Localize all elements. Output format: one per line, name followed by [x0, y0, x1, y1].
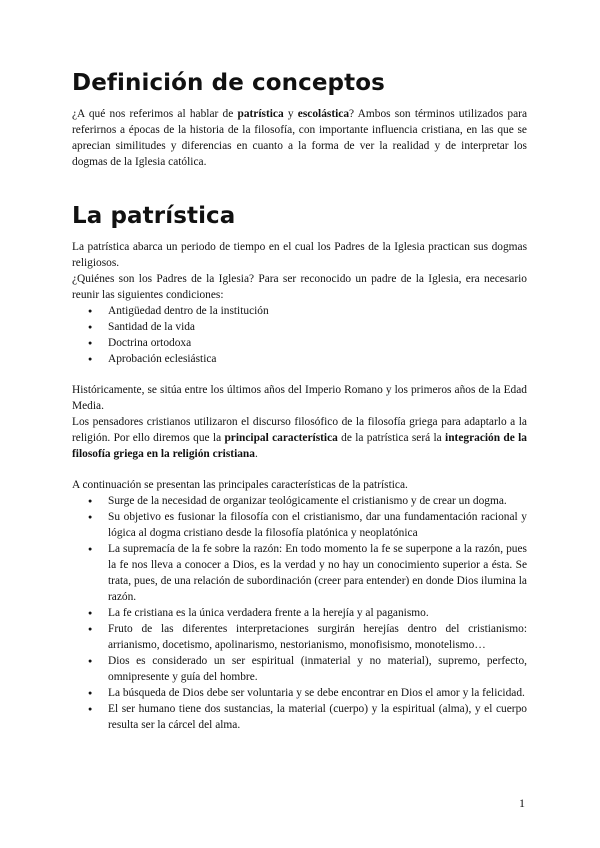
- term-patristica: patrística: [237, 108, 284, 120]
- patristica-body: [72, 239, 527, 367]
- bold-term: principal característica: [224, 432, 338, 444]
- characteristics-list: [72, 493, 527, 733]
- list-item: ● Santidad de la vida: [72, 319, 527, 335]
- list-item: ● La búsqueda de Dios debe ser voluntaria y se debe encontrar en Dios el amor y la felicidad.: [72, 685, 527, 701]
- intro-text: ? Ambos son términos utilizados para referirnos a épocas de la historia de la filosofía, con importante influencia cristiana, en las que se aprecian similitudes y diferencias en cuanto a la forma de ver la realidad y de interpretar los dogmas de la Iglesia católica.: [72, 108, 528, 168]
- list-item: ● Dios es considerado un ser espiritual (inmaterial y no material), supremo, perfecto, omnipresente y guía del hombre.: [72, 653, 527, 685]
- intro-text: y: [283, 108, 298, 120]
- paragraph-text: de la patrística será la: [337, 432, 446, 444]
- intro-paragraph: [72, 106, 527, 170]
- list-item: ● Fruto de las diferentes interpretaciones surgirán herejías dentro del cristianismo: arrianismo, docetismo, apolinarismo, nestorianismo, monofisismo, monotelismo…: [72, 621, 527, 653]
- list-item: ● La supremacía de la fe sobre la razón: En todo momento la fe se superpone a la razón, pues la fe nos lleva a conocer a Dios, es la verdad y no hay un conocimiento superior a ésta. Se trata, pues, de una relación de subordinación (creer para entender) en donde Dios ilumina la razón.: [72, 541, 527, 605]
- paragraph: ¿Quiénes son los Padres de la Iglesia? Para ser reconocido un padre de la Iglesia, era necesario reunir las siguientes condiciones:: [72, 273, 527, 301]
- term-escolastica: escolástica: [297, 108, 350, 120]
- list-item: ● La fe cristiana es la única verdadera frente a la herejía y al paganismo.: [72, 605, 527, 621]
- characteristics-block: [72, 477, 527, 733]
- paragraph-text: Los pensadores cristianos utilizaron el discurso filosófico de la filosofía griega para adaptarlo a la religión. Por ello diremos que la: [72, 416, 527, 444]
- conditions-list: [72, 303, 527, 367]
- list-item: ● Surge de la necesidad de organizar teológicamente el cristianismo y de crear un dogma.: [72, 493, 527, 509]
- paragraph: A continuación se presentan las principales características de la patrística.: [72, 479, 408, 491]
- list-item: ● Antigüedad dentro de la institución: [72, 303, 527, 319]
- list-item: ● Su objetivo es fusionar la filosofía con el cristianismo, dar una fundamentación racional y lógica al dogma cristiano desde la filosofía platónica y neoplatónica: [72, 509, 527, 541]
- section-title-patristica: La patrística: [72, 203, 236, 229]
- paragraph: Históricamente, se sitúa entre los últimos años del Imperio Romano y los primeros años de la Edad Media.: [72, 384, 527, 412]
- paragraph: La patrística abarca un periodo de tiempo en el cual los Padres de la Iglesia practican sus dogmas religiosos.: [72, 241, 527, 269]
- page-number: 1: [519, 796, 525, 810]
- list-item: ● Doctrina ortodoxa: [72, 335, 527, 351]
- list-item: ● El ser humano tiene dos sustancias, la material (cuerpo) y la espiritual (alma), y el cuerpo resulta ser la cárcel del alma.: [72, 701, 527, 733]
- history-paragraphs: [72, 382, 527, 462]
- bold-term: integración de la filosofía griega en la religión cristiana: [72, 432, 527, 460]
- section-title-definicion: Definición de conceptos: [72, 70, 385, 96]
- intro-text: ¿A qué nos referimos al hablar de: [72, 108, 238, 120]
- list-item: ● Aprobación eclesiástica: [72, 351, 527, 367]
- paragraph-text: .: [254, 448, 258, 460]
- paragraph: [72, 414, 527, 462]
